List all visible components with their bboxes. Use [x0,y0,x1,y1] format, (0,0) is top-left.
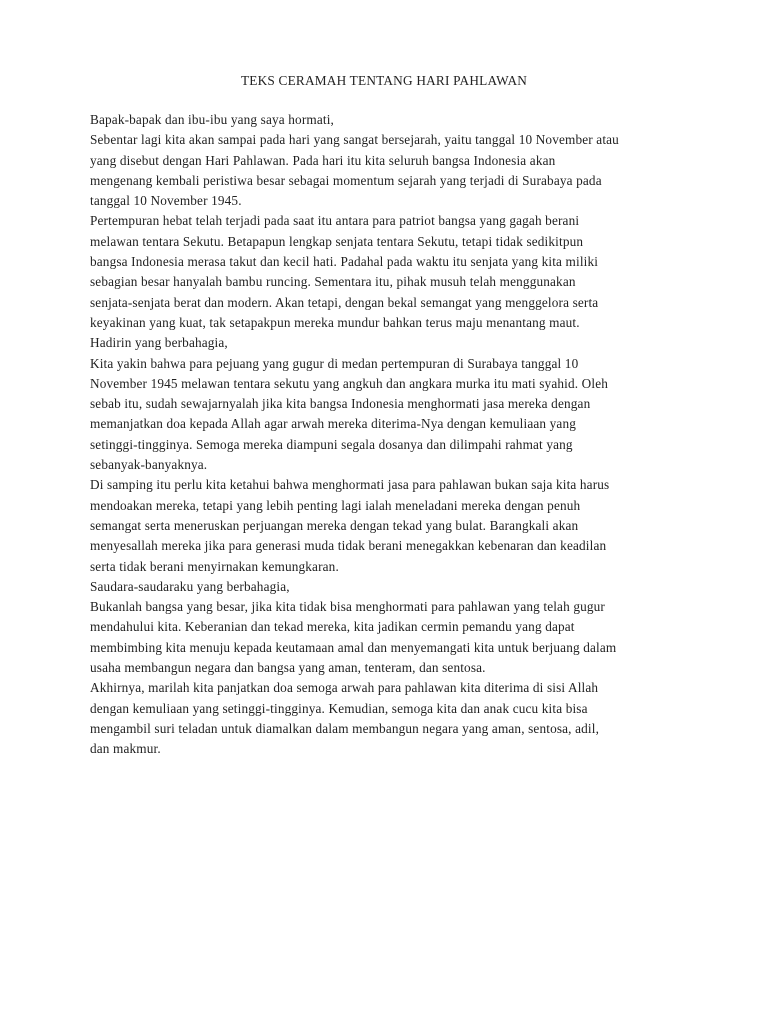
text-line: tanggal 10 November 1945. [90,193,242,209]
text-line: Pertempuran hebat telah terjadi pada saat itu antara para patriot bangsa yang gagah berani [90,213,580,229]
text-line: semangat serta meneruskan perjuangan mereka dengan tekad yang bulat. Barangkali akan [90,517,579,533]
text-line: melawan tentara Sekutu. Betapapun lengkap senjata tentara Sekutu, tetapi tidak sedikitpun [90,233,584,249]
text-line: Sebentar lagi kita akan sampai pada hari yang sangat bersejarah, yaitu tanggal 10 November atau [90,132,619,148]
text-line: yang disebut dengan Hari Pahlawan. Pada hari itu kita seluruh bangsa Indonesia akan [90,152,556,168]
text-line: November 1945 melawan tentara sekutu yang angkuh dan angkara murka itu mati syahid. Oleh [90,375,609,391]
text-line: sebanyak-banyaknya. [90,457,208,473]
text-line: sebab itu, sudah sewajarnyalah jika kita bangsa Indonesia menghormati jasa mereka dengan [90,396,591,412]
text-line: memanjatkan doa kepada Allah agar arwah mereka diterima-Nya dengan kemuliaan yang [90,416,576,432]
text-line: serta tidak berani menyirnakan kemungkaran. [90,558,339,574]
text-line: sebagian besar hanyalah bambu runcing. Sementara itu, pihak musuh telah menggunakan [90,274,576,290]
text-line: dengan kemuliaan yang setinggi-tingginya. Kemudian, semoga kita dan anak cucu kita bisa [90,700,588,716]
text-line: mendahului kita. Keberanian dan tekad mereka, kita jadikan cermin pemandu yang dapat [90,619,575,635]
text-line: Di samping itu perlu kita ketahui bahwa menghormati jasa para pahlawan bukan saja kita harus [90,477,610,493]
text-line: menyesallah mereka jika para generasi muda tidak berani menegakkan kebenaran dan keadilan [90,538,607,554]
text-line: Bapak-bapak dan ibu-ibu yang saya hormati, [90,112,334,127]
document-title: TEKS CERAMAH TENTANG HARI PAHLAWAN [240,73,528,88]
text-line: Akhirnya, marilah kita panjatkan doa semoga arwah para pahlawan kita diterima di sisi Allah [90,680,599,696]
document-body [90,110,678,760]
text-line: Bukanlah bangsa yang besar, jika kita tidak bisa menghormati para pahlawan yang telah gugur [90,599,605,615]
text-line: mendoakan mereka, tetapi yang lebih penting lagi ialah meneladani mereka dengan penuh [90,497,581,513]
text-line: bangsa Indonesia merasa takut dan kecil hati. Padahal pada waktu itu senjata yang kita miliki [90,254,599,270]
text-line: setinggi-tingginya. Semoga mereka diampuni segala dosanya dan dilimpahi rahmat yang [90,436,573,452]
text-line: dan makmur. [90,741,161,757]
text-line: senjata-senjata berat dan modern. Akan tetapi, dengan bekal semangat yang menggelora serta [90,294,599,310]
text-line: Saudara-saudaraku yang berbahagia, [90,578,290,594]
text-line: keyakinan yang kuat, tak setapakpun mereka mundur bahkan terus maju menantang maut. [90,314,580,330]
text-line: Kita yakin bahwa para pejuang yang gugur di medan pertempuran di Surabaya tanggal 10 [90,355,579,371]
text-line: mengambil suri teladan untuk diamalkan dalam membangun negara yang aman, sentosa, adil, [90,720,600,736]
text-line: Hadirin yang berbahagia, [90,335,228,351]
text-line: usaha membangun negara dan bangsa yang aman, tenteram, dan sentosa. [90,660,486,676]
text-line: membimbing kita menuju kepada keutamaan amal dan menyemangati kita untuk berjuang dalam [90,639,617,655]
text-line: mengenang kembali peristiwa besar sebagai momentum sejarah yang terjadi di Surabaya pada [90,172,602,188]
